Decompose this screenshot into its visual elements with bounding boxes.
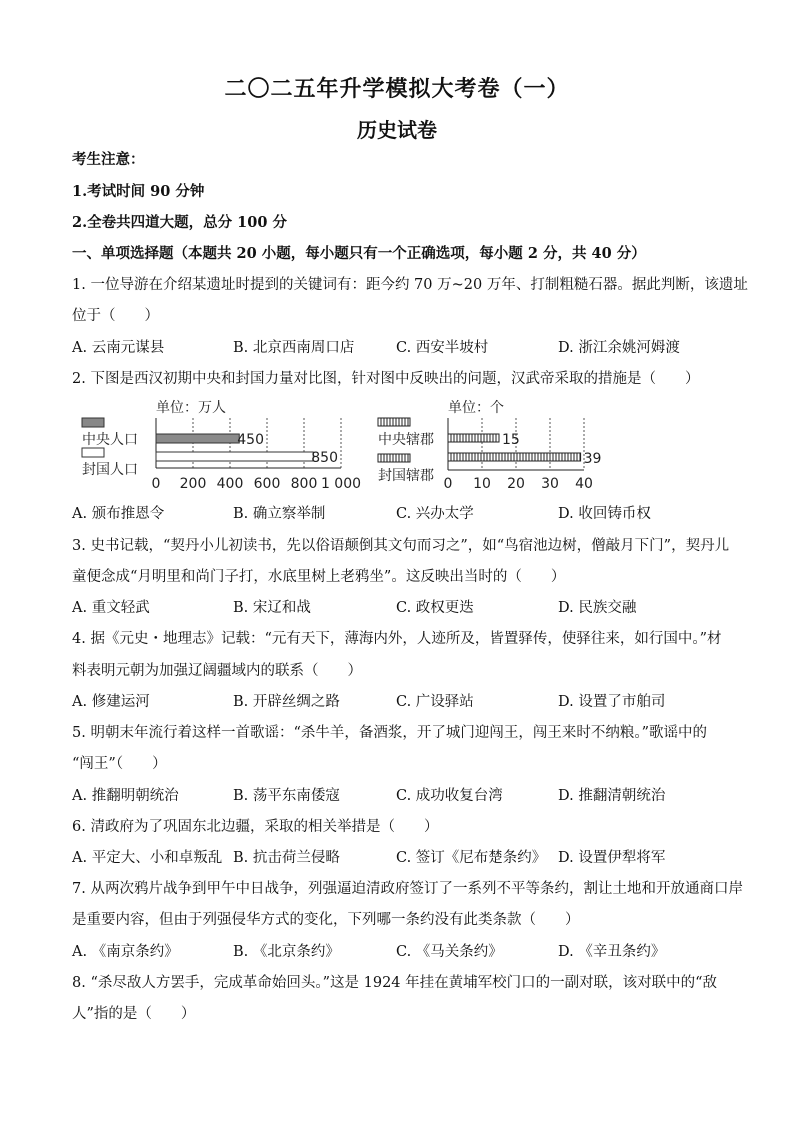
chart1-tick-label: 0: [151, 476, 161, 492]
chart1-legend-fief: 封国人口: [82, 462, 138, 478]
question-4-option-a: A. 修建运河: [72, 694, 150, 710]
chart2-legend-swatch-fief: [378, 454, 410, 462]
exam-subtitle: 历史试卷: [357, 118, 437, 142]
chart1-tick-label: 1 000: [320, 476, 362, 492]
chart2-tick-label: 30: [541, 476, 559, 492]
chart2-bar-central-commanderies: [448, 434, 499, 442]
exam-title: 二〇二五年升学模拟大考卷（一）: [224, 76, 570, 102]
chart1-tick-label: 800: [290, 476, 318, 492]
question-1-line-2: 位于（ ）: [72, 308, 159, 324]
question-4-option-c: C. 广设驿站: [396, 694, 474, 710]
question-2-option-c: C. 兴办太学: [396, 506, 474, 522]
chart2-unit-label: 单位：个: [448, 400, 504, 416]
chart1-legend-central: 中央人口: [82, 432, 138, 448]
chart1-legend-swatch-fief: [82, 448, 104, 457]
question-3-option-d: D. 民族交融: [558, 600, 637, 616]
question-7-option-c: C. 《马关条约》: [396, 944, 503, 960]
question-7-option-b: B. 《北京条约》: [233, 944, 340, 960]
chart2-bar-fief-commanderies: [448, 453, 581, 461]
question-7-line-1: 7. 从两次鸦片战争到甲午中日战争，列强逼迫清政府签订了一系列不平等条约，割让土地和开放通商口岸: [72, 881, 743, 897]
question-7-option-a: A. 《南京条约》: [72, 944, 179, 960]
notice-item-1: 1.考试时间 90 分钟: [72, 183, 205, 200]
question-3-option-a: A. 重文轻武: [72, 600, 150, 616]
chart1-tick-label: 200: [179, 476, 207, 492]
chart1-tick-label: 400: [216, 476, 244, 492]
question-4-line-1: 4. 据《元史・地理志》记载：“元有天下，薄海内外，人迹所及，皆置驿传，使驿往来，如行国中。”材: [72, 631, 722, 647]
commandery-chart: [376, 396, 616, 496]
question-5-line-2: “闯王”（ ）: [72, 756, 167, 772]
chart1-data-label-central: 450: [237, 432, 264, 448]
question-2-line-1: 2. 下图是西汉初期中央和封国力量对比图，针对图中反映出的问题，汉武帝采取的措施是（ ）: [72, 371, 700, 387]
question-1-line-1: 1. 一位导游在介绍某遗址时提到的关键词有：距今约 70 万~20 万年、打制粗糙石器。据此判断，该遗址: [72, 277, 748, 293]
section-heading: 一、单项选择题（本题共 20 小题，每小题只有一个正确选项，每小题 2 分，共 40 分）: [72, 245, 646, 262]
chart2-tick-label: 20: [507, 476, 525, 492]
question-2-option-b: B. 确立察举制: [233, 506, 326, 522]
chart2-tick-label: 10: [473, 476, 491, 492]
question-6-option-d: D. 设置伊犁将军: [558, 850, 666, 866]
question-1-option-d: D. 浙江余姚河姆渡: [558, 340, 680, 356]
question-6-line-1: 6. 清政府为了巩固东北边疆，采取的相关举措是（ ）: [72, 819, 439, 835]
question-5-line-1: 5. 明朝末年流行着这样一首歌谣：“杀牛羊，备酒浆，开了城门迎闯王，闯王来时不纳粮。”歌谣中的: [72, 725, 708, 741]
question-1-option-c: C. 西安半坡村: [396, 340, 489, 356]
question-6-option-c: C. 签订《尼布楚条约》: [396, 850, 547, 866]
question-8-line-1: 8. “杀尽敌人方罢手，完成革命始回头。”这是 1924 年挂在黄埔军校门口的一副对联，该对联中的“敌: [72, 975, 718, 991]
notice-item-2: 2.全卷共四道大题，总分 100 分: [72, 214, 287, 231]
question-3-line-1: 3. 史书记载，“契丹小儿初读书，先以俗语颠倒其文句而习之”，如“鸟宿池边树，僧敲月下门”，契丹儿: [72, 538, 730, 554]
question-4-line-2: 料表明元朝为加强辽阔疆域内的联系（ ）: [72, 663, 362, 679]
chart1-unit-label: 单位：万人: [156, 400, 226, 416]
chart2-legend-fief: 封国辖郡: [378, 468, 434, 484]
chart2-legend-central: 中央辖郡: [378, 432, 434, 448]
question-5-option-b: B. 荡平东南倭寇: [233, 788, 340, 804]
question-3-option-c: C. 政权更迭: [396, 600, 474, 616]
chart1-legend-swatch-central: [82, 418, 104, 427]
chart2-data-label-fief: 39: [583, 451, 602, 467]
question-3-option-b: B. 宋辽和战: [233, 600, 311, 616]
chart2-data-label-central: 15: [502, 432, 520, 448]
question-3-line-2: 童便念成“月明里和尚门子打，水底里树上老鸦坐”。这反映出当时的（ ）: [72, 569, 566, 585]
chart2-tick-label: 40: [575, 476, 593, 492]
question-7-line-2: 是重要内容，但由于列强侵华方式的变化，下列哪一条约没有此类条款（ ）: [72, 912, 580, 928]
chart1-tick-label: 600: [253, 476, 281, 492]
question-2-option-d: D. 收回铸币权: [558, 506, 651, 522]
question-5-option-d: D. 推翻清朝统治: [558, 788, 666, 804]
question-6-option-a: A. 平定大、小和卓叛乱: [72, 850, 223, 866]
question-1-option-a: A. 云南元谋县: [72, 340, 165, 356]
chart2-tick-label: 0: [443, 476, 453, 492]
chart2-legend-swatch-central: [378, 418, 410, 426]
question-1-option-b: B. 北京西南周口店: [233, 340, 355, 356]
chart1-data-label-fief: 850: [311, 450, 338, 466]
question-7-option-d: D. 《辛丑条约》: [558, 944, 666, 960]
notice-heading: 考生注意：: [72, 151, 145, 168]
question-6-option-b: B. 抗击荷兰侵略: [233, 850, 340, 866]
population-chart: [70, 396, 370, 496]
question-4-option-d: D. 设置了市舶司: [558, 694, 666, 710]
question-5-option-a: A. 推翻明朝统治: [72, 788, 179, 804]
question-4-option-b: B. 开辟丝绸之路: [233, 694, 340, 710]
chart1-bar-central-population: [156, 434, 239, 443]
question-8-line-2: 人”指的是（ ）: [72, 1006, 196, 1022]
chart1-bar-fief-population: [156, 452, 313, 461]
question-2-option-a: A. 颁布推恩令: [72, 506, 165, 522]
question-5-option-c: C. 成功收复台湾: [396, 788, 503, 804]
